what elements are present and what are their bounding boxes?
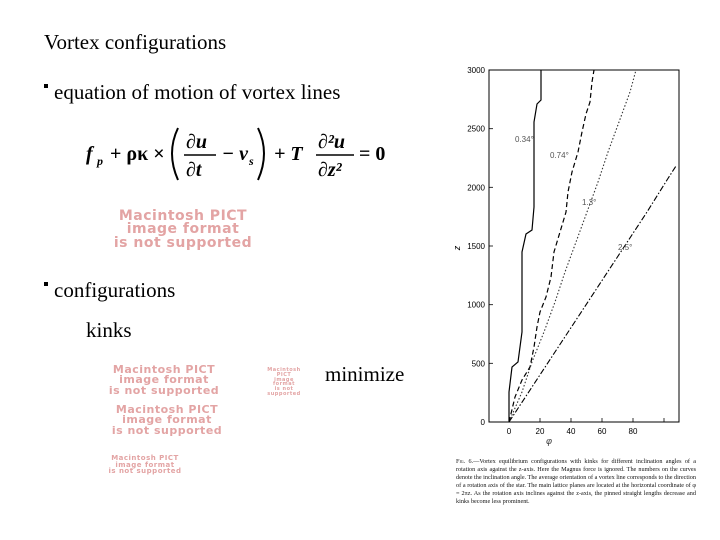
pict-placeholder-1: Macintosh PICT image format is not supported	[113, 208, 253, 251]
pict-placeholder-2: Macintosh PICT image format is not supported	[108, 363, 220, 397]
curve-0-74deg	[509, 70, 597, 422]
eq-dt: ∂t	[186, 159, 202, 181]
minimize-label: minimize	[325, 362, 405, 386]
curve-label-0-74: 0.74°	[550, 151, 569, 160]
eq-paren-left	[172, 128, 178, 180]
y-tick-label: 500	[471, 359, 485, 369]
x-tick-label: 60	[597, 427, 607, 436]
caption-lead: Fig. 6.	[456, 458, 474, 465]
eq-rho-kappa: + ρκ ×	[110, 143, 165, 165]
eq-paren-right	[258, 128, 264, 180]
vortex-configuration-figure	[452, 62, 692, 446]
caption-text: —Vortex equilibrium configurations with kinks for different inclination angles of a rotation axis against the z-axis. Here the Magnus force is ignored. The numbers on the curves denote the inclination angle. The average orientation of a vortex line corresponds to the direction of a rotation axis of the star. The main lattice planes are located at the horizontal coordinate of φ = 2πz. As the rotation axis inclines against the z-axis, the pinned straight lengths decrease and kinks become less prominent.	[456, 458, 696, 505]
x-axis-label: φ	[546, 436, 552, 446]
curve-0-34deg	[509, 70, 541, 422]
slide-title: Vortex configurations	[44, 30, 227, 54]
pict-placeholder-3: Macintosh PICT image format is not supported	[267, 367, 301, 397]
pict-placeholder-4: Macintosh PICT image format is not supported	[111, 403, 223, 437]
eq-equals-zero: = 0	[359, 143, 386, 165]
equation-of-motion	[86, 118, 396, 188]
x-tick-label: 80	[628, 427, 638, 436]
curve-label-2-5: 2.5°	[618, 243, 633, 252]
curve-label-0-34: 0.34°	[515, 135, 534, 144]
y-tick-label: 1500	[467, 242, 485, 251]
x-tick-label: 20	[535, 427, 545, 436]
eq-d2u: ∂²u	[318, 131, 346, 153]
eq-force-f: f	[86, 143, 93, 165]
bullet-text: configurations	[54, 278, 176, 302]
eq-du: ∂u	[186, 131, 208, 153]
sub-item-kinks: kinks	[86, 318, 132, 342]
eq-force-sub: p	[97, 154, 103, 168]
bullet-equation-of-motion	[44, 80, 340, 105]
y-tick-label: 0	[480, 418, 485, 427]
pict-placeholder-5: Macintosh PICT image format is not supported	[108, 454, 182, 476]
curve-label-1-3: 1.3°	[582, 198, 597, 207]
x-tick-label: 40	[566, 427, 576, 436]
y-tick-label: 2500	[467, 124, 485, 134]
y-tick-marks	[489, 70, 493, 422]
plot-frame	[489, 70, 679, 422]
eq-v-sub: s	[249, 154, 254, 168]
figure-caption	[456, 458, 696, 506]
x-tick-marks	[509, 418, 664, 422]
y-tick-label: 2000	[467, 183, 485, 193]
bullet-configurations	[44, 278, 175, 303]
y-tick-label: 3000	[467, 66, 485, 75]
bullet-marker	[44, 84, 48, 88]
y-axis-label: z	[452, 245, 462, 251]
eq-dz2: ∂z²	[318, 159, 342, 181]
eq-minus-v: − v	[222, 143, 248, 165]
bullet-marker	[44, 282, 48, 286]
eq-plus-t: + T	[274, 143, 303, 165]
y-tick-label: 1000	[467, 300, 485, 310]
x-tick-label: 0	[506, 427, 512, 436]
bullet-text: equation of motion of vortex lines	[54, 80, 341, 104]
